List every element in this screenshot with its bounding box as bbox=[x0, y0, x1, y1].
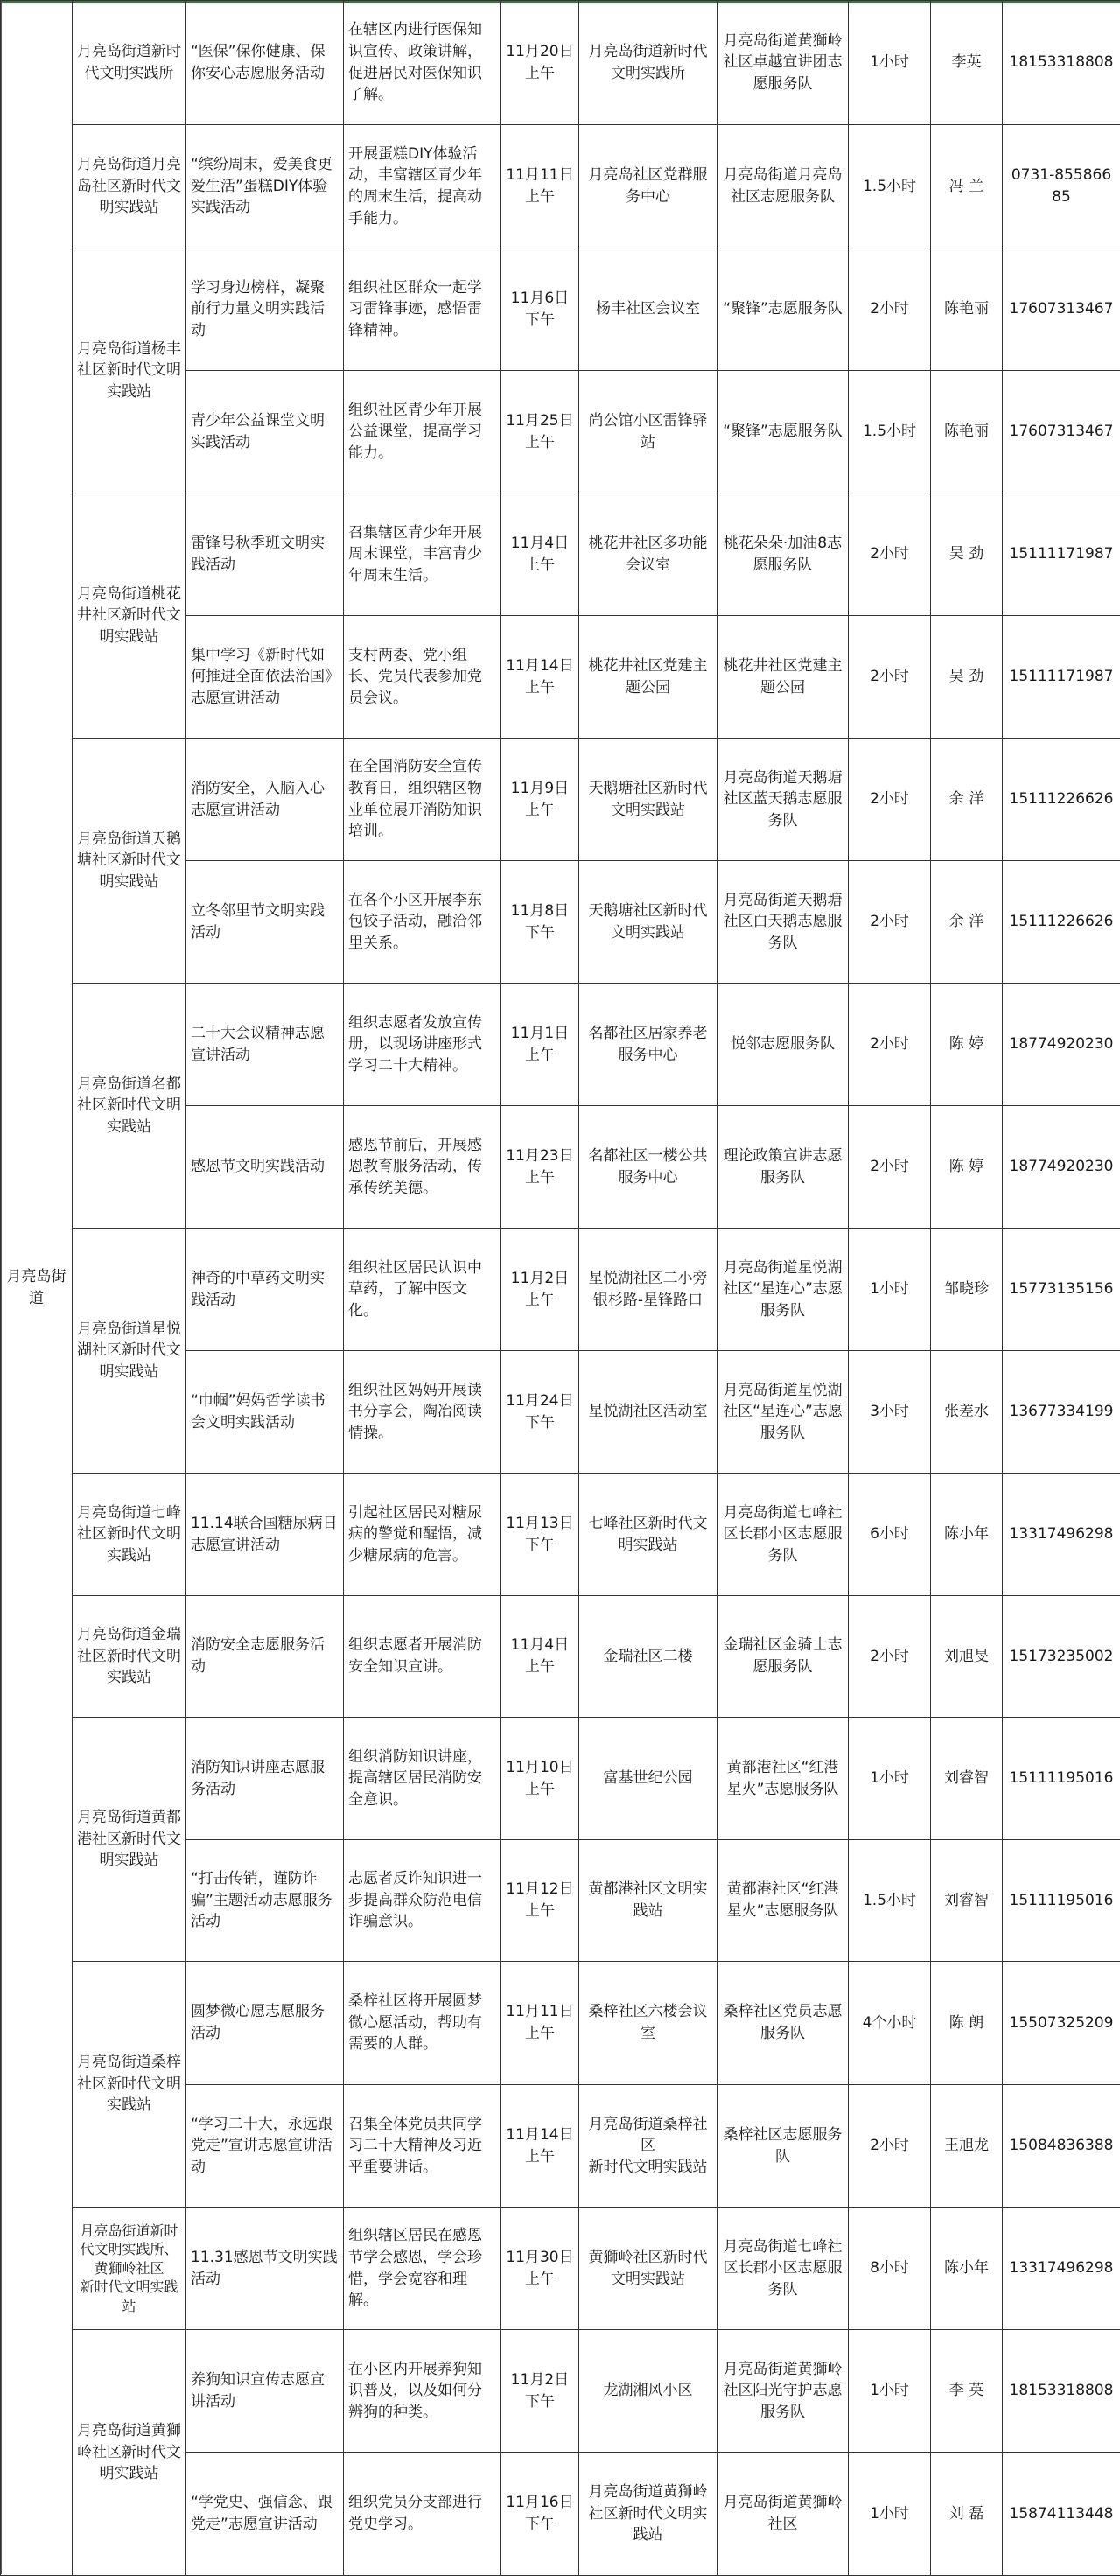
date-cell: 11月11日 上午 bbox=[501, 1962, 579, 2085]
place-cell: 星悦湖社区二小旁银杉路-星锋路口 bbox=[579, 1228, 718, 1351]
unit-cell: 月亮岛街道黄獅岭社区新时代文明实践站 bbox=[73, 2330, 186, 2576]
duration-cell: 1.5小时 bbox=[849, 125, 931, 248]
content-cell: 在辖区内进行医保知识宣传、政策讲解，促进居民对医保知识了解。 bbox=[344, 1, 501, 125]
activity-cell: “学党史、强信念、跟党走”志愿宣讲活动 bbox=[186, 2453, 344, 2576]
date-cell: 11月25日 上午 bbox=[501, 371, 579, 494]
phone-cell: 15111171987 bbox=[1003, 616, 1120, 738]
phone-cell: 15111226626 bbox=[1003, 738, 1120, 861]
date-cell: 11月14日 上午 bbox=[501, 616, 579, 738]
phone-cell: 15874113448 bbox=[1003, 2453, 1120, 2576]
activity-cell: 青少年公益课堂文明实践活动 bbox=[186, 371, 344, 494]
team-cell: 月亮岛街道黄獅岭社区卓越宣讲团志愿服务队 bbox=[718, 1, 849, 125]
place-cell: 黄都港社区文明实践站 bbox=[579, 1840, 718, 1962]
content-cell: 引起社区居民对糖尿病的警觉和醒悟，减少糖尿病的危害。 bbox=[344, 1474, 501, 1596]
content-cell: 组织消防知识讲座，提高辖区居民消防安全意识。 bbox=[344, 1718, 501, 1840]
place-cell: 富基世纪公园 bbox=[579, 1718, 718, 1840]
contact-cell: 吴 劲 bbox=[931, 494, 1003, 616]
duration-cell: 2小时 bbox=[849, 494, 931, 616]
unit-cell: 月亮岛街道杨丰社区新时代文明实践站 bbox=[73, 248, 186, 494]
duration-cell: 2小时 bbox=[849, 1596, 931, 1718]
table-row bbox=[1, 1596, 1120, 1718]
content-cell: 在小区内开展养狗知识普及，以及如何分辨狗的种类。 bbox=[344, 2330, 501, 2453]
activity-cell: 圆梦微心愿志愿服务活动 bbox=[186, 1962, 344, 2085]
activity-cell: “打击传销，谨防诈骗”主题活动志愿服务活动 bbox=[186, 1840, 344, 1962]
team-cell: 黄都港社区“红港星火”志愿服务队 bbox=[718, 1718, 849, 1840]
unit-cell: 月亮岛街道月亮岛社区新时代文明实践站 bbox=[73, 125, 186, 248]
duration-cell: 2小时 bbox=[849, 984, 931, 1106]
contact-cell: 李英 bbox=[931, 1, 1003, 125]
place-cell: 金瑞社区二楼 bbox=[579, 1596, 718, 1718]
duration-cell: 2小时 bbox=[849, 1106, 931, 1228]
contact-cell: 陈小年 bbox=[931, 1474, 1003, 1596]
activity-cell: 立冬邻里节文明实践活动 bbox=[186, 861, 344, 984]
team-cell: 桑梓社区志愿服务队 bbox=[718, 2085, 849, 2208]
table-row bbox=[1, 248, 1120, 371]
phone-cell: 18774920230 bbox=[1003, 984, 1120, 1106]
activity-cell: 雷锋号秋季班文明实践活动 bbox=[186, 494, 344, 616]
contact-cell: 陈艳丽 bbox=[931, 371, 1003, 494]
phone-cell: 15507325209 bbox=[1003, 1962, 1120, 2085]
phone-cell: 15084836388 bbox=[1003, 2085, 1120, 2208]
phone-cell: 17607313467 bbox=[1003, 371, 1120, 494]
phone-cell: 15773135156 bbox=[1003, 1228, 1120, 1351]
date-cell: 11月30日 上午 bbox=[501, 2208, 579, 2330]
duration-cell: 2小时 bbox=[849, 861, 931, 984]
table-row bbox=[1, 1474, 1120, 1596]
contact-cell: 刘睿智 bbox=[931, 1840, 1003, 1962]
content-cell: 桑梓社区将开展圆梦微心愿活动，帮助有需要的人群。 bbox=[344, 1962, 501, 2085]
content-cell: 组织社区居民认识中草药，了解中医文化。 bbox=[344, 1228, 501, 1351]
activity-cell: 消防知识讲座志愿服务活动 bbox=[186, 1718, 344, 1840]
content-cell: 组织社区群众一起学习雷锋事迹，感悟雷锋精神。 bbox=[344, 248, 501, 371]
contact-cell: 吴 劲 bbox=[931, 616, 1003, 738]
place-cell: 月亮岛街道黄獅岭社区新时代文明实践站 bbox=[579, 2453, 718, 2576]
date-cell: 11月4日 上午 bbox=[501, 494, 579, 616]
place-cell: 七峰社区新时代文明实践站 bbox=[579, 1474, 718, 1596]
date-cell: 11月1日 上午 bbox=[501, 984, 579, 1106]
content-cell: 组织社区青少年开展公益课堂，提高学习能力。 bbox=[344, 371, 501, 494]
activity-cell: “巾帼”妈妈哲学读书会文明实践活动 bbox=[186, 1351, 344, 1474]
team-cell: 月亮岛街道天鹅塘社区白天鹅志愿服务队 bbox=[718, 861, 849, 984]
activity-cell: 集中学习《新时代如何推进全面依法治国》志愿宣讲活动 bbox=[186, 616, 344, 738]
contact-cell: 冯 兰 bbox=[931, 125, 1003, 248]
duration-cell: 2小时 bbox=[849, 616, 931, 738]
content-cell: 志愿者反诈知识进一步提高群众防范电信诈骗意识。 bbox=[344, 1840, 501, 1962]
table-row bbox=[1, 2330, 1120, 2453]
duration-cell: 1小时 bbox=[849, 1, 931, 125]
contact-cell: 余 洋 bbox=[931, 861, 1003, 984]
activity-cell: “学习二十大，永远跟党走”宣讲志愿宣讲活动 bbox=[186, 2085, 344, 2208]
team-cell: 月亮岛街道黄獅岭社区 bbox=[718, 2453, 849, 2576]
contact-cell: 刘旭旻 bbox=[931, 1596, 1003, 1718]
content-cell: 在全国消防安全宣传教育日，组织辖区物业单位展开消防知识培训。 bbox=[344, 738, 501, 861]
place-cell: 桃花井社区党建主题公园 bbox=[579, 616, 718, 738]
phone-cell: 15111195016 bbox=[1003, 1718, 1120, 1840]
table-row bbox=[1, 494, 1120, 616]
date-cell: 11月6日 下午 bbox=[501, 248, 579, 371]
content-cell: 支村两委、党小组长、党员代表参加党员会议。 bbox=[344, 616, 501, 738]
table-row bbox=[1, 1228, 1120, 1351]
date-cell: 11月14日 上午 bbox=[501, 2085, 579, 2208]
place-cell: 天鹅塘社区新时代文明实践站 bbox=[579, 861, 718, 984]
phone-cell: 15111226626 bbox=[1003, 861, 1120, 984]
place-cell: 桑梓社区六楼会议室 bbox=[579, 1962, 718, 2085]
date-cell: 11月11日 上午 bbox=[501, 125, 579, 248]
content-cell: 感恩节前后，开展感恩教育服务活动，传承传统美德。 bbox=[344, 1106, 501, 1228]
team-cell: 月亮岛街道月亮岛社区志愿服务队 bbox=[718, 125, 849, 248]
date-cell: 11月2日 下午 bbox=[501, 2330, 579, 2453]
unit-cell: 月亮岛街道星悦湖社区新时代文明实践站 bbox=[73, 1228, 186, 1474]
content-cell: 组织党员分支部进行党史学习。 bbox=[344, 2453, 501, 2576]
content-cell: 开展蛋糕DIY体验活动，丰富辖区青少年的周末生活，提高动手能力。 bbox=[344, 125, 501, 248]
place-cell: 桃花井社区多功能会议室 bbox=[579, 494, 718, 616]
team-cell: “聚锋”志愿服务队 bbox=[718, 371, 849, 494]
place-cell: 名都社区一楼公共服务中心 bbox=[579, 1106, 718, 1228]
unit-cell: 月亮岛街道桑梓社区新时代文明实践站 bbox=[73, 1962, 186, 2208]
unit-cell: 月亮岛街道七峰社区新时代文明实践站 bbox=[73, 1474, 186, 1596]
unit-cell: 月亮岛街道新时代文明实践所、黄獅岭社区 新时代文明实践站 bbox=[73, 2208, 186, 2330]
place-cell: 月亮岛社区党群服务中心 bbox=[579, 125, 718, 248]
phone-cell: 15111171987 bbox=[1003, 494, 1120, 616]
team-cell: 桃花朵朵·加油8志愿服务队 bbox=[718, 494, 849, 616]
team-cell: 黄都港社区“红港星火”志愿服务队 bbox=[718, 1840, 849, 1962]
contact-cell: 陈艳丽 bbox=[931, 248, 1003, 371]
phone-cell: 0731-85586685 bbox=[1003, 125, 1120, 248]
table-row bbox=[1, 2208, 1120, 2330]
content-cell: 召集全体党员共同学习二十大精神及习近平重要讲话。 bbox=[344, 2085, 501, 2208]
phone-cell: 13317496298 bbox=[1003, 1474, 1120, 1596]
contact-cell: 余 洋 bbox=[931, 738, 1003, 861]
place-cell: 月亮岛街道新时代文明实践所 bbox=[579, 1, 718, 125]
contact-cell: 陈小年 bbox=[931, 2208, 1003, 2330]
date-cell: 11月23日 上午 bbox=[501, 1106, 579, 1228]
duration-cell: 4个小时 bbox=[849, 1962, 931, 2085]
content-cell: 召集辖区青少年开展周末课堂，丰富青少年周末生活。 bbox=[344, 494, 501, 616]
place-cell: 杨丰社区会议室 bbox=[579, 248, 718, 371]
team-cell: 月亮岛街道七峰社区长郡小区志愿服务队 bbox=[718, 1474, 849, 1596]
activity-cell: 二十大会议精神志愿宣讲活动 bbox=[186, 984, 344, 1106]
date-cell: 11月9日 上午 bbox=[501, 738, 579, 861]
team-cell: 桑梓社区党员志愿服务队 bbox=[718, 1962, 849, 2085]
team-cell: 金瑞社区金骑士志愿服务队 bbox=[718, 1596, 849, 1718]
phone-cell: 17607313467 bbox=[1003, 248, 1120, 371]
team-cell: 月亮岛街道黄獅岭社区阳光守护志愿服务队 bbox=[718, 2330, 849, 2453]
contact-cell: 陈 婷 bbox=[931, 1106, 1003, 1228]
unit-cell: 月亮岛街道黄都港社区新时代文明实践站 bbox=[73, 1718, 186, 1962]
duration-cell: 1小时 bbox=[849, 2330, 931, 2453]
contact-cell: 张差水 bbox=[931, 1351, 1003, 1474]
unit-cell: 月亮岛街道名都社区新时代文明实践站 bbox=[73, 984, 186, 1228]
contact-cell: 刘 磊 bbox=[931, 2453, 1003, 2576]
contact-cell: 陈 婷 bbox=[931, 984, 1003, 1106]
place-cell: 龙湖湘风小区 bbox=[579, 2330, 718, 2453]
contact-cell: 陈 朗 bbox=[931, 1962, 1003, 2085]
team-cell: 悦邻志愿服务队 bbox=[718, 984, 849, 1106]
phone-cell: 13317496298 bbox=[1003, 2208, 1120, 2330]
table-row bbox=[1, 1, 1120, 125]
contact-cell: 王旭龙 bbox=[931, 2085, 1003, 2208]
activity-cell: “医保”保你健康、保你安心志愿服务活动 bbox=[186, 1, 344, 125]
team-cell: 桃花井社区党建主题公园 bbox=[718, 616, 849, 738]
contact-cell: 邹晓珍 bbox=[931, 1228, 1003, 1351]
table-row bbox=[1, 738, 1120, 861]
team-cell: 月亮岛街道七峰社区长郡小区志愿服务队 bbox=[718, 2208, 849, 2330]
activity-cell: 消防安全志愿服务活动 bbox=[186, 1596, 344, 1718]
content-cell: 组织社区妈妈开展读书分享会，陶冶阅读情操。 bbox=[344, 1351, 501, 1474]
unit-cell: 月亮岛街道金瑞社区新时代文明实践站 bbox=[73, 1596, 186, 1718]
content-cell: 组织志愿者开展消防安全知识宣讲。 bbox=[344, 1596, 501, 1718]
table-row bbox=[1, 984, 1120, 1106]
phone-cell: 15173235002 bbox=[1003, 1596, 1120, 1718]
team-cell: 月亮岛街道天鹅塘社区蓝天鹅志愿服务队 bbox=[718, 738, 849, 861]
unit-cell: 月亮岛街道新时代文明实践所 bbox=[73, 1, 186, 125]
table-row bbox=[1, 1962, 1120, 2085]
contact-cell: 刘睿智 bbox=[931, 1718, 1003, 1840]
duration-cell: 1.5小时 bbox=[849, 371, 931, 494]
activity-cell: 学习身边榜样，凝聚前行力量文明实践活动 bbox=[186, 248, 344, 371]
place-cell: 名都社区居家养老服务中心 bbox=[579, 984, 718, 1106]
place-cell: 星悦湖社区活动室 bbox=[579, 1351, 718, 1474]
duration-cell: 1.5小时 bbox=[849, 1840, 931, 1962]
duration-cell: 6小时 bbox=[849, 1474, 931, 1596]
activity-cell: 11.31感恩节文明实践活动 bbox=[186, 2208, 344, 2330]
date-cell: 11月24日 下午 bbox=[501, 1351, 579, 1474]
place-cell: 尚公馆小区雷锋驿站 bbox=[579, 371, 718, 494]
date-cell: 11月13日 下午 bbox=[501, 1474, 579, 1596]
date-cell: 11月10日 上午 bbox=[501, 1718, 579, 1840]
duration-cell: 2小时 bbox=[849, 738, 931, 861]
duration-cell: 2小时 bbox=[849, 248, 931, 371]
duration-cell: 8小时 bbox=[849, 2208, 931, 2330]
date-cell: 11月16日 下午 bbox=[501, 2453, 579, 2576]
activity-cell: 11.14联合国糖尿病日志愿宣讲活动 bbox=[186, 1474, 344, 1596]
place-cell: 月亮岛街道桑梓社区 新时代文明实践站 bbox=[579, 2085, 718, 2208]
table-row bbox=[1, 125, 1120, 248]
team-cell: 月亮岛街道星悦湖社区“星连心”志愿服务队 bbox=[718, 1351, 849, 1474]
activity-cell: “缤纷周末，爱美食更爱生活”蛋糕DIY体验实践活动 bbox=[186, 125, 344, 248]
team-cell: 理论政策宣讲志愿服务队 bbox=[718, 1106, 849, 1228]
date-cell: 11月20日 上午 bbox=[501, 1, 579, 125]
phone-cell: 18153318808 bbox=[1003, 1, 1120, 125]
phone-cell: 15111195016 bbox=[1003, 1840, 1120, 1962]
activity-cell: 消防安全，入脑入心志愿宣讲活动 bbox=[186, 738, 344, 861]
activity-cell: 神奇的中草药文明实践活动 bbox=[186, 1228, 344, 1351]
date-cell: 11月8日 下午 bbox=[501, 861, 579, 984]
team-cell: 月亮岛街道星悦湖社区“星连心”志愿服务队 bbox=[718, 1228, 849, 1351]
date-cell: 11月12日 上午 bbox=[501, 1840, 579, 1962]
table-row bbox=[1, 1718, 1120, 1840]
activity-cell: 养狗知识宣传志愿宣讲活动 bbox=[186, 2330, 344, 2453]
phone-cell: 18774920230 bbox=[1003, 1106, 1120, 1228]
duration-cell: 2小时 bbox=[849, 2085, 931, 2208]
content-cell: 组织辖区居民在感恩节学会感恩，学会珍惜，学会宽容和理解。 bbox=[344, 2208, 501, 2330]
activity-cell: 感恩节文明实践活动 bbox=[186, 1106, 344, 1228]
duration-cell: 1小时 bbox=[849, 2453, 931, 2576]
phone-cell: 18153318808 bbox=[1003, 2330, 1120, 2453]
duration-cell: 1小时 bbox=[849, 1718, 931, 1840]
unit-cell: 月亮岛街道桃花井社区新时代文明实践站 bbox=[73, 494, 186, 738]
team-cell: “聚锋”志愿服务队 bbox=[718, 248, 849, 371]
content-cell: 在各个小区开展李东包饺子活动，融洽邻里关系。 bbox=[344, 861, 501, 984]
date-cell: 11月2日 上午 bbox=[501, 1228, 579, 1351]
place-cell: 黄獅岭社区新时代文明实践站 bbox=[579, 2208, 718, 2330]
phone-cell: 13677334199 bbox=[1003, 1351, 1120, 1474]
duration-cell: 1小时 bbox=[849, 1228, 931, 1351]
unit-cell: 月亮岛街道天鹅塘社区新时代文明实践站 bbox=[73, 738, 186, 984]
district-cell: 月亮岛街道 bbox=[1, 1, 73, 2576]
content-cell: 组织志愿者发放宣传册，以现场讲座形式学习二十大精神。 bbox=[344, 984, 501, 1106]
date-cell: 11月4日 上午 bbox=[501, 1596, 579, 1718]
place-cell: 天鹅塘社区新时代文明实践站 bbox=[579, 738, 718, 861]
contact-cell: 李 英 bbox=[931, 2330, 1003, 2453]
duration-cell: 3小时 bbox=[849, 1351, 931, 1474]
